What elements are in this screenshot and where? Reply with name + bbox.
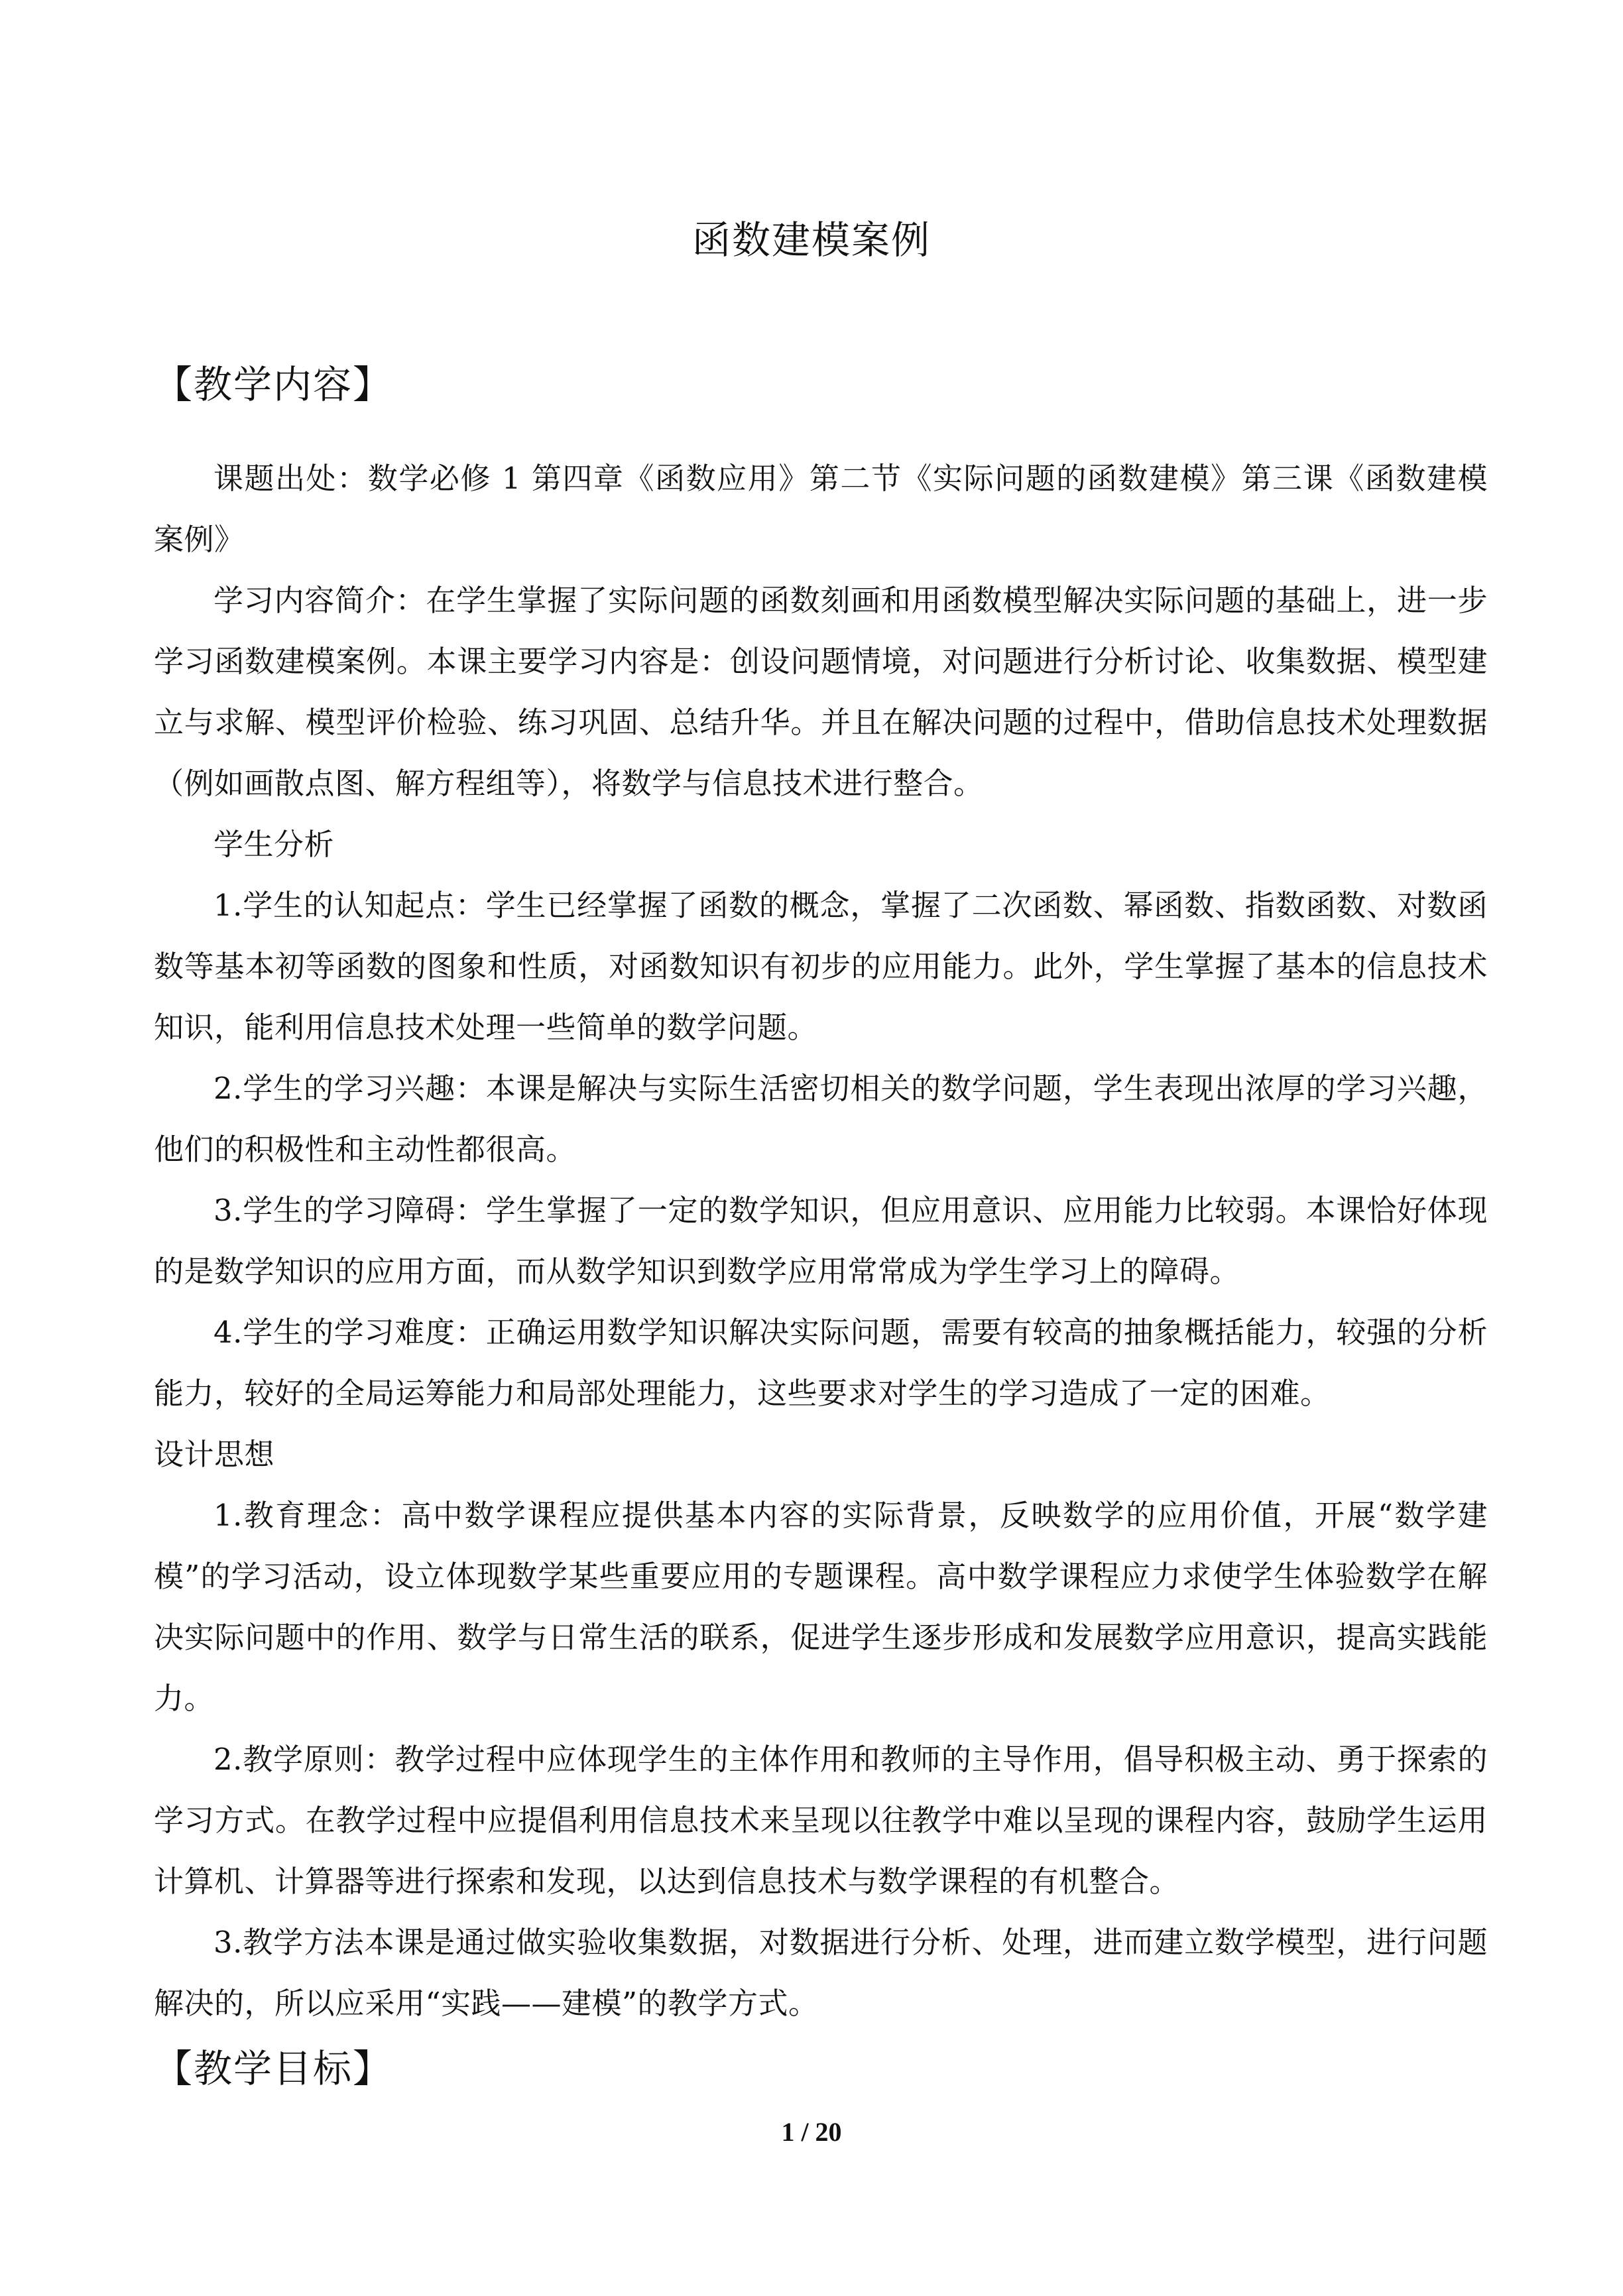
paragraph-learning-interest: 2.学生的学习兴趣：本课是解决与实际生活密切相关的数学问题，学生表现出浓厚的学习兴趣，他们的积极性和主动性都很高。 (154, 1071, 1488, 1167)
document-title: 函数建模案例 (691, 217, 931, 263)
paragraph-source: 课题出处：数学必修 1 第四章《函数应用》第二节《实际问题的函数建模》第三课《函数建模案例》 (154, 461, 1488, 557)
paragraph-education-philosophy: 1.教育理念：高中数学课程应提供基本内容的实际背景，反映数学的应用价值，开展“数学建模”的学习活动，设立体现数学某些重要应用的专题课程。高中数学课程应力求使学生体验数学在解决实际问题中的作用、数学与日常生活的联系，促进学生逐步形成和发展数学应用意识，提高实践能力。 (154, 1498, 1488, 1716)
paragraph-design-idea-heading: 设计思想 (154, 1437, 275, 1472)
paragraph-cognitive-starting-point: 1.学生的认知起点：学生已经掌握了函数的概念，掌握了二次函数、幂函数、指数函数、对数函数等基本初等函数的图象和性质，对函数知识有初步的应用能力。此外，学生掌握了基本的信息技术知识，能利用信息技术处理一些简单的数学问题。 (154, 888, 1488, 1045)
paragraph-teaching-principles: 2.教学原则：教学过程中应体现学生的主体作用和教师的主导作用，倡导积极主动、勇于探索的学习方式。在教学过程中应提倡利用信息技术来呈现以往教学中难以呈现的课程内容，鼓励学生运用计算机、计算器等进行探索和发现，以达到信息技术与数学课程的有机整合。 (154, 1742, 1488, 1899)
page-number: 1 / 20 (781, 2117, 842, 2147)
section-heading-teaching-objectives: 【教学目标】 (154, 2046, 393, 2091)
document-body (154, 358, 1488, 2095)
paragraph-teaching-method: 3.教学方法本课是通过做实验收集数据，对数据进行分析、处理，进而建立数学模型，进行问题解决的，所以应采用“实践——建模”的教学方式。 (154, 1925, 1488, 2021)
paragraph-content-summary: 学习内容简介：在学生掌握了实际问题的函数刻画和用函数模型解决实际问题的基础上，进一步学习函数建模案例。本课主要学习内容是：创设问题情境，对问题进行分析讨论、收集数据、模型建立与求解、模型评价检验、练习巩固、总结升华。并且在解决问题的过程中，借助信息技术处理数据（例如画散点图、解方程组等），将数学与信息技术进行整合。 (154, 583, 1488, 801)
paragraph-learning-obstacles: 3.学生的学习障碍：学生掌握了一定的数学知识，但应用意识、应用能力比较弱。本课恰好体现的是数学知识的应用方面，而从数学知识到数学应用常常成为学生学习上的障碍。 (154, 1193, 1488, 1289)
paragraph-learning-difficulty: 4.学生的学习难度：正确运用数学知识解决实际问题，需要有较高的抽象概括能力，较强的分析能力，较好的全局运筹能力和局部处理能力，这些要求对学生的学习造成了一定的困难。 (154, 1315, 1488, 1411)
paragraph-student-analysis-heading: 学生分析 (213, 827, 335, 862)
section-heading-teaching-content: 【教学内容】 (154, 362, 393, 407)
